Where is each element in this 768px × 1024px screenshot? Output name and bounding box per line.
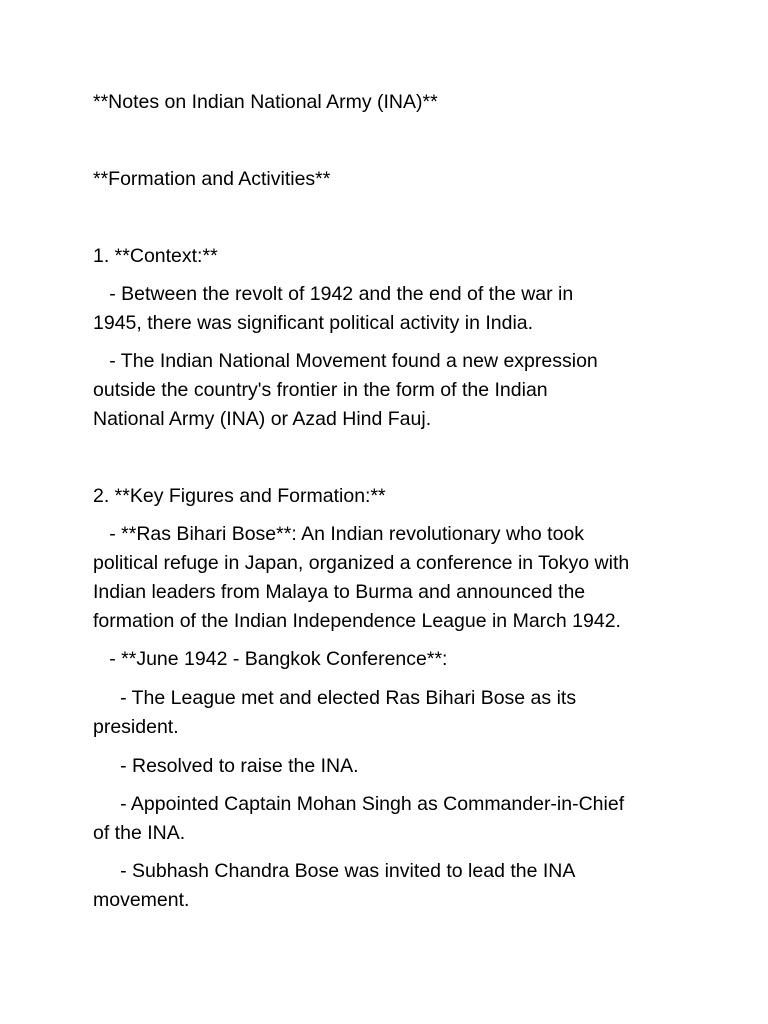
text-line: political refuge in Japan, organized a conference in Tokyo with <box>93 552 630 574</box>
text-line: - **June 1942 - Bangkok Conference**: <box>93 648 448 670</box>
text-line: outside the country's frontier in the form of the Indian <box>93 379 548 401</box>
text-line: - The League met and elected Ras Bihari Bose as its <box>93 687 577 709</box>
text-line: of the INA. <box>93 822 186 844</box>
text-line: president. <box>93 716 179 738</box>
text-line: - **Ras Bihari Bose**: An Indian revolutionary who took <box>93 523 585 545</box>
text-line: 1945, there was significant political activity in India. <box>93 312 534 334</box>
doc-title: **Notes on Indian National Army (INA)** <box>93 91 438 113</box>
section-heading: **Formation and Activities** <box>93 168 331 190</box>
text-line: - Resolved to raise the INA. <box>93 755 359 777</box>
text-line: Indian leaders from Malaya to Burma and announced the <box>93 581 586 603</box>
text-line: National Army (INA) or Azad Hind Fauj. <box>93 408 432 430</box>
text-line: movement. <box>93 889 190 911</box>
text-line: - Between the revolt of 1942 and the end of the war in <box>93 283 574 305</box>
text-line: - The Indian National Movement found a new expression <box>93 350 598 372</box>
list-heading-key-figures: 2. **Key Figures and Formation:** <box>93 485 386 507</box>
text-line: - Appointed Captain Mohan Singh as Commander-in-Chief <box>93 793 625 815</box>
text-line: - Subhash Chandra Bose was invited to lead the INA <box>93 860 576 882</box>
text-line: formation of the Indian Independence League in March 1942. <box>93 610 621 632</box>
list-heading-context: 1. **Context:** <box>93 245 218 267</box>
